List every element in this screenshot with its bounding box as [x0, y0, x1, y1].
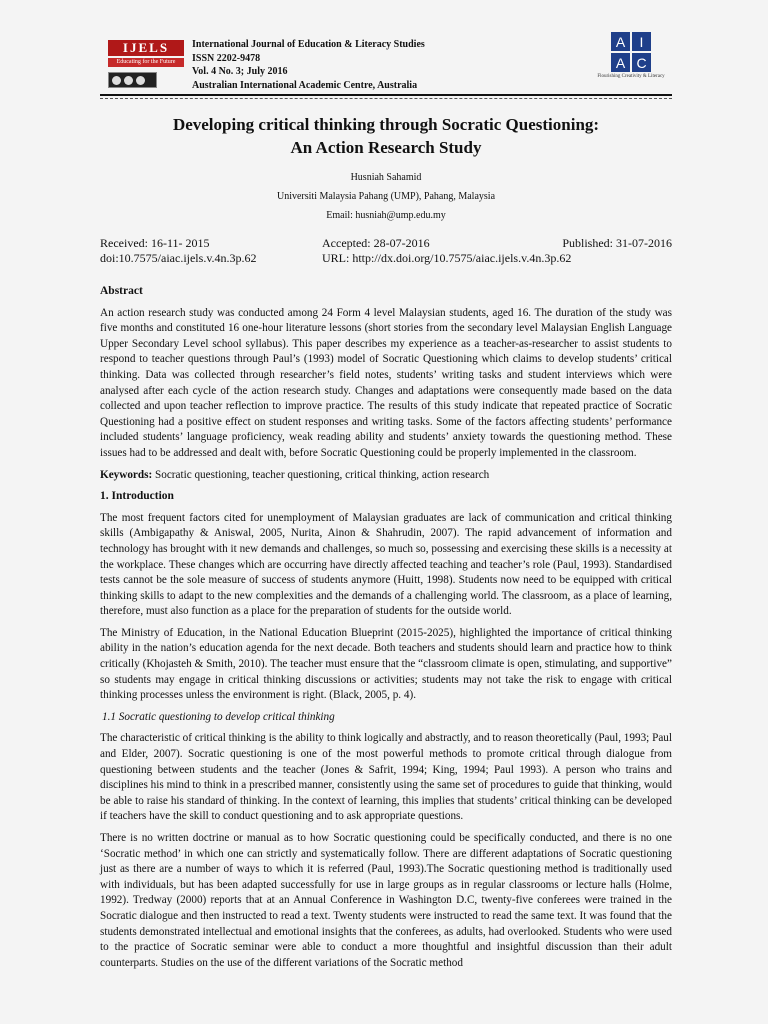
ijels-logo [108, 40, 184, 90]
article-title [100, 113, 672, 159]
ijels-logo-text: IJELS [108, 40, 184, 56]
journal-header [100, 34, 672, 94]
keywords-list: Socratic questioning, teacher questioning, critical thinking, action research [155, 468, 490, 481]
author-block [100, 168, 672, 225]
section-1-1-heading: 1.1 Socratic questioning to develop critical thinking [102, 710, 335, 723]
article-body [100, 284, 672, 977]
title-line-2: An Action Research Study [290, 138, 482, 157]
introduction-heading: 1. Introduction [100, 490, 174, 503]
header-rule [100, 94, 672, 96]
article-dates [100, 236, 672, 266]
doi: doi:10.7575/aiac.ijels.v.4n.3p.62 [100, 251, 257, 265]
accepted-date: Accepted: 28-07-2016 [322, 236, 430, 250]
journal-publisher: Australian International Academic Centre, Australia [192, 79, 418, 91]
aiac-letter-a2: A [611, 53, 630, 72]
received-date: Received: 16-11- 2015 [100, 236, 210, 250]
keywords [100, 468, 672, 484]
aiac-logo [594, 32, 668, 79]
author-affiliation: Universiti Malaysia Pahang (UMP), Pahang, Malaysia [276, 191, 496, 202]
abstract-heading: Abstract [100, 285, 143, 297]
journal-name: International Journal of Education & Literacy Studies [192, 39, 425, 50]
journal-info [192, 38, 425, 92]
journal-issn: ISSN 2202-9478 [192, 52, 261, 64]
aiac-letter-a: A [611, 32, 630, 51]
aiac-letter-c: C [632, 53, 651, 72]
intro-paragraph-4: There is no written doctrine or manual as to how Socratic questioning could be specifically conducted, and there is no one ‘Socratic method’ in which one can strictly and systematically follow. There are different adaptations of Socratic questioning just as there are a number of ways to which it is referred (Paul, 1993).The Socratic questioning method is traditionally used with individuals, but has been adapted successfully for use in large groups as in regular classrooms or lecture halls (Holme, 1992). Tredway (2000) reports that at an Annual Conference in Washington D.C, twenty-five conferees were trained in the Socratic dialogue and then instructed to read a text. Twenty students were instructed to read the same text. It was found that the students demonstrated intellectual and emotional insights that the conferees, as adults, had overlooked. Students who were used to the practice of Socratic seminar were able to conduct a more thoughtful and insightful discussion than their adult counterparts. Studies on the use of the different variations of the Socratic method [100, 832, 672, 969]
journal-volume: Vol. 4 No. 3; July 2016 [192, 66, 288, 77]
intro-paragraph-2: The Ministry of Education, in the National Education Blueprint (2015-2025), highlighted the importance of critical thinking ability in the nation’s education agenda for the next decade. Both teachers and students should learn and practice how to think critically (Khojasteh & Smith, 2010). The teacher must ensure that the “classroom climate is open, stimulating, and supportive” so students may engage in critical thinking discussions or activities; students may not take the risk to engage with critical thinking processes unless the environment is right. (Black, 2005, p. 4). [100, 626, 672, 702]
intro-paragraph-3: The characteristic of critical thinking is the ability to think logically and abstractly, and to reason theoretically (Paul, 1993; Paul and Elder, 2007). Socratic questioning is one of the most powerful methods to promote critical through dialogue from questioning between students and the teacher (Jones & Safrit, 1994; King, 1994; Paul 1993). A person who trains and disciplines his mind to think in a prescribed manner, consistently using the same set of procedures to guide that thinking, would be able to raise his standard of thinking. In the context of learning, this implies that students’ critical thinking can be developed if teachers have the skill to conduct questioning and to ask appropriate questions. [100, 732, 672, 823]
abstract-text: An action research study was conducted among 24 Form 4 level Malaysian students, aged 16. The duration of the study was five months and constituted 16 one-hour literature lessons (short stories from the secondary level Malaysian English Language Upper Secondary Level school syllabus). This paper describes my experience as a teacher-as-researcher to assist students to respond to teacher questions through Paul’s (1993) model of Socratic Questioning which claims to develop students’ critical thinking. Data was collected through researcher’s field notes, students’ writing tasks and student interviews which were analysed after each cycle of the action research study. Changes and adaptations were consequently made based on the data collected and upon teacher reflection to improve practice. The results of this study indicate that repeated practice of Socratic Questioning had a positive effect on student responses and writing tasks. Some of the factors affecting students’ performance included students’ language proficiency, weak reading ability and students’ anxiety towards the questioning method. These issues had to be addressed and dealt with, before Socratic Questioning could be properly implemented in the classroom. [100, 306, 672, 459]
author-email: Email: husniah@ump.edu.my [326, 210, 446, 221]
aiac-letter-i: I [632, 32, 651, 51]
creative-commons-icon [108, 72, 157, 88]
published-date: Published: 31-07-2016 [562, 236, 672, 250]
author-name: Husniah Sahamid [350, 172, 422, 183]
title-line-1: Developing critical thinking through Socratic Questioning: [172, 115, 600, 134]
aiac-tagline: Flourishing Creativity & Literacy [597, 74, 665, 79]
header-rule-dashed [100, 98, 672, 99]
intro-paragraph-1: The most frequent factors cited for unemployment of Malaysian graduates are lack of communication and critical thinking skills (Ambigapathy & Aniswal, 2005, Nurita, Ainon & Shahrudin, 2007). The rapid advancement of information and technology has brought with it new demands and challenges, so much so, possessing and exercising these skills is a necessity at the workplace. These changes which are occurring have directly affected teaching and teacher’s role (Paul, 1993). Standardised tests cannot be the sole measure of success of students anymore (Huitt, 1998). Students now need to be equipped with critical thinking skills to adapt to the new complexities and the demands of a challenging world. The classroom, as a place of learning, therefore, must also function as a place for the preparation of students for the outside world. [100, 511, 672, 618]
keywords-label: Keywords: [100, 468, 153, 481]
ijels-logo-tagline: Educating for the Future [108, 58, 184, 67]
article-url[interactable]: URL: http://dx.doi.org/10.7575/aiac.ijels.v.4n.3p.62 [322, 251, 572, 265]
